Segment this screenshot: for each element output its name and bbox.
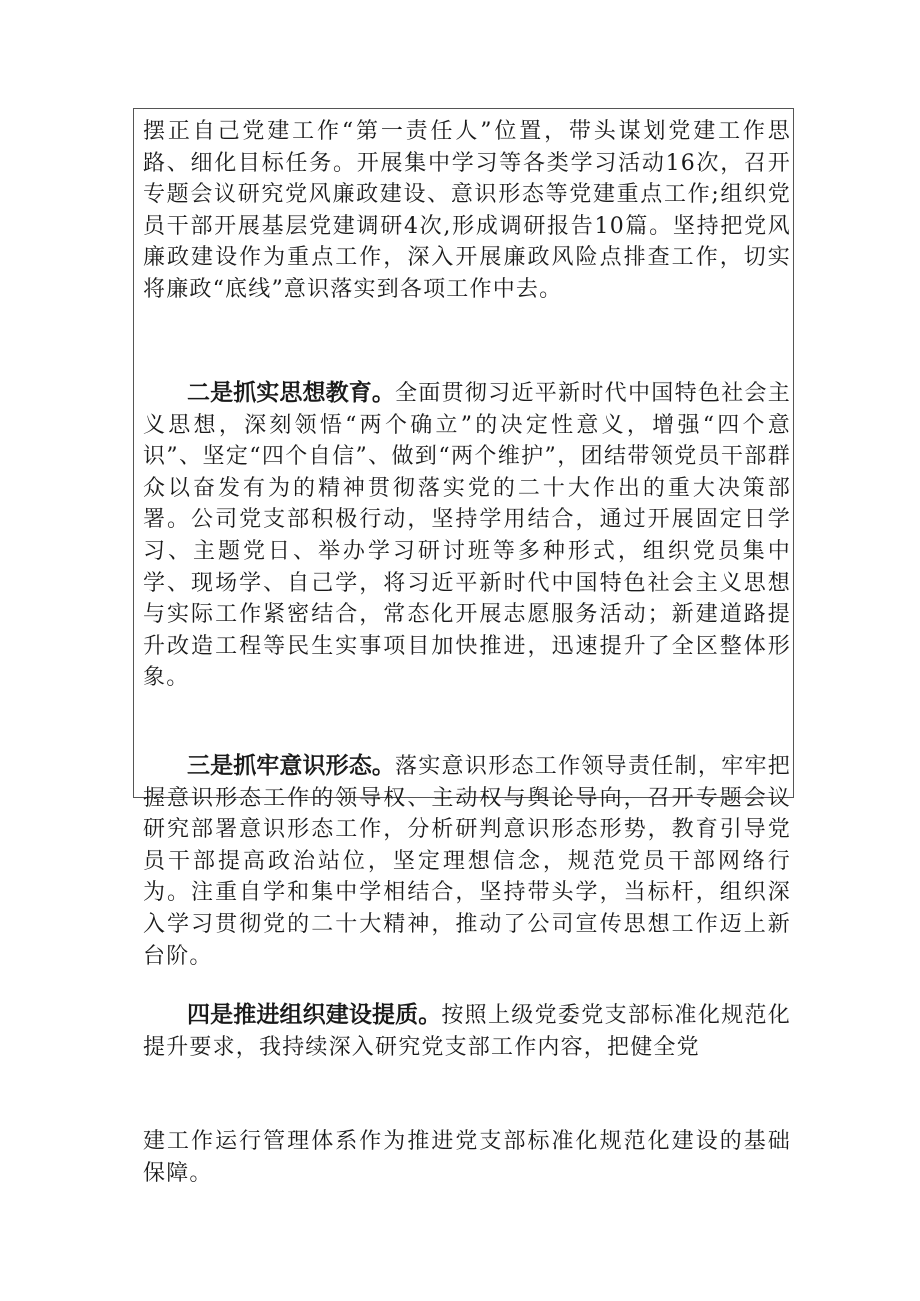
paragraph-organization xyxy=(143,1000,791,1063)
paragraph-body: 建工作运行管理体系作为推进党支部标准化规范化建设的基础保障。 xyxy=(143,1129,791,1186)
section-heading: 三是抓牢意识形态。 xyxy=(187,753,395,779)
paragraph-ideological-education xyxy=(143,378,791,694)
section-heading: 四是推进组织建设提质。 xyxy=(187,1002,442,1028)
paragraph-body: 摆正自己党建工作“第一责任人”位置，带头谋划党建工作思路、细化目标任务。开展集中学习等各类学习活动16次，召开专题会议研究党风廉政建设、意识形态等党建重点工作;组织党员干部开展基层党建调研4次,形成调研报告10篇。坚持把党风廉政建设作为重点工作，深入开展廉政风险点排查工作，切实将廉政“底线”意识落实到各项工作中去。 xyxy=(143,119,791,302)
paragraph-continuation xyxy=(143,1126,791,1189)
section-heading: 二是抓实思想教育。 xyxy=(187,380,395,406)
paragraph-body: 按照上级党委党支部标准化规范化提升要求，我持续深入研究党支部工作内容，把健全党 xyxy=(143,1003,792,1060)
paragraph-leadership xyxy=(143,116,791,306)
paragraph-body: 全面贯彻习近平新时代中国特色社会主义思想，深刻领悟“两个确立”的决定性意义，增强“四个意识”、坚定“四个自信”、做到“两个维护”，团结带领党员干部群众以奋发有为的精神贯彻落实党的二十大作出的重大决策部署。公司党支部积极行动，坚持学用结合，通过开展固定日学习、主题党日、举办学习研讨班等多种形式，组织党员集中学、现场学、自己学，将习近平新时代中国特色社会主义思想与实际工作紧密结合，常态化开展志愿服务活动；新建道路提升改造工程等民生实事项目加快推进，迅速提升了全区整体形象。 xyxy=(143,381,791,691)
paragraph-ideology xyxy=(143,751,791,972)
paragraph-body: 落实意识形态工作领导责任制，牢牢把握意识形态工作的领导权、主动权与舆论导向，召开专题会议研究部署意识形态工作，分析研判意识形态形势，教育引导党员干部提高政治站位，坚定理想信念，规范党员干部网络行为。注重自学和集中学相结合，坚持带头学，当标杆，组织深入学习贯彻党的二十大精神，推动了公司宣传思想工作迈上新台阶。 xyxy=(143,754,791,969)
